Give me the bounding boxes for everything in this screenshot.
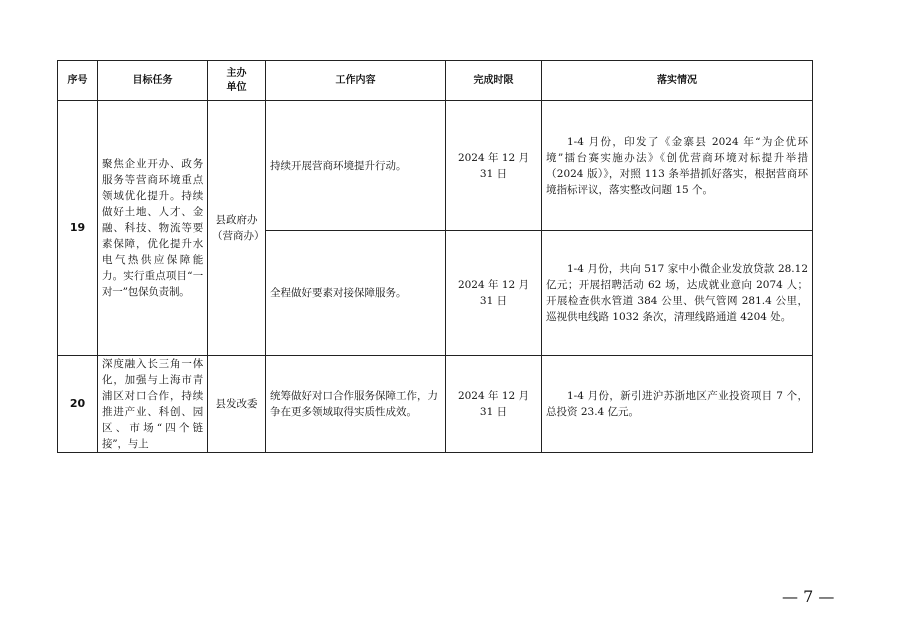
row-content: 全程做好要素对接保障服务。 [266,231,446,356]
page-number: — 7 — [782,587,835,606]
row-deadline: 2024 年 12 月 31 日 [446,231,542,356]
row-task: 深度融入长三角一体化，加强与上海市青浦区对口合作，持续推进产业、科创、园区、市场“四个链接”，与上 [98,356,208,453]
row-unit: 县发改委 [208,356,266,453]
header-seq: 序号 [58,61,98,101]
row-status: 1-4 月份，共向 517 家中小微企业发放贷款 28.12 亿元；开展招聘活动 62 场，达成就业意向 2074 人；开展检查供水管道 384 公里、供气管网 281.4 公里，巡视供电线路 1032 条次，清理线路通道 4204 处。 [542,231,813,356]
table-header-row [58,61,813,101]
header-unit: 主办 单位 [208,61,266,101]
row-deadline: 2024 年 12 月 31 日 [446,356,542,453]
row-content: 持续开展营商环境提升行动。 [266,101,446,231]
work-table [57,60,813,453]
row-task: 聚焦企业开办、政务服务等营商环境重点领域优化提升。持续做好土地、人才、金融、科技、物流等要素保障，优化提升水电气热供应保障能力。实行重点项目“一对一”包保负责制。 [98,101,208,356]
row-seq: 20 [58,356,98,453]
row-unit: 县政府办（营商办） [208,101,266,356]
row-deadline: 2024 年 12 月 31 日 [446,101,542,231]
header-status: 落实情况 [542,61,813,101]
row-status: 1-4 月份，新引进沪苏浙地区产业投资项目 7 个，总投资 23.4 亿元。 [542,356,813,453]
row-seq: 19 [58,101,98,356]
table-row [58,101,813,231]
header-task: 目标任务 [98,61,208,101]
header-content: 工作内容 [266,61,446,101]
row-content: 统筹做好对口合作服务保障工作，力争在更多领域取得实质性成效。 [266,356,446,453]
row-status: 1-4 月份，印发了《金寨县 2024 年“为企优环境”擂台赛实施办法》《创优营商环境对标提升举措（2024 版）》，对照 113 条举措抓好落实，根据营商环境指标评议，落实整改问题 15 个。 [542,101,813,231]
header-deadline: 完成时限 [446,61,542,101]
table-row [58,356,813,453]
